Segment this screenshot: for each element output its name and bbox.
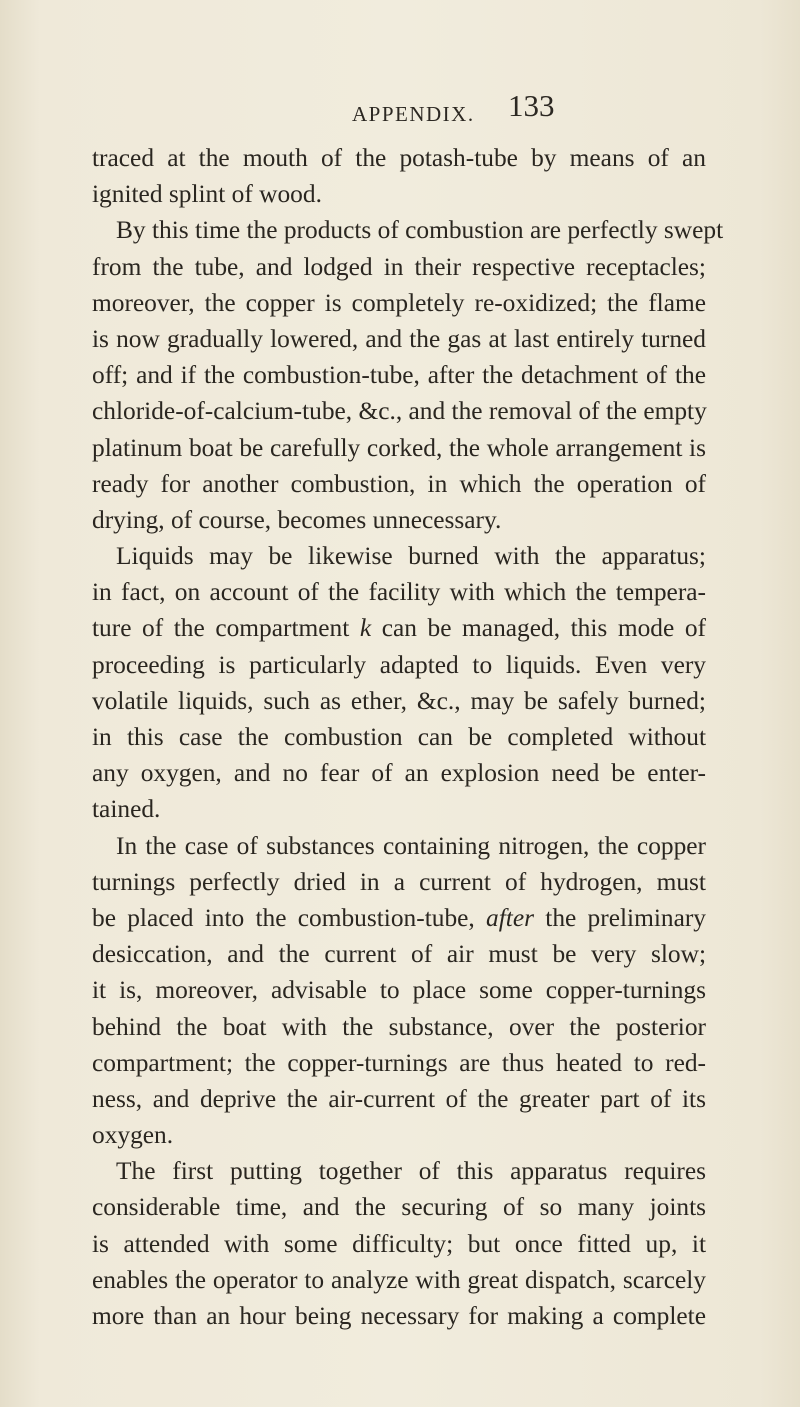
text-line: is attended with some difficulty; but once fitted up, it — [92, 1229, 706, 1258]
text-line: in this case the combustion can be completed without — [92, 723, 706, 751]
paragraph-start-line: Liquids may be likewise burned with the apparatus; — [116, 542, 706, 571]
paragraph-start-line: The first putting together of this apparatus requires — [116, 1157, 706, 1186]
text-line: ignited splint of wood. — [92, 180, 322, 209]
text-line: traced at the mouth of the potash-tube by means of an — [92, 144, 706, 172]
page-number: 133 — [508, 88, 555, 123]
text-line: tained. — [92, 795, 161, 824]
text-line: platinum boat be carefully corked, the whole arrangement is — [92, 433, 706, 462]
text-line: compartment; the copper-turnings are thus heated to red- — [92, 1048, 706, 1077]
paragraph-start-line: In the case of substances containing nitrogen, the copper — [116, 831, 706, 860]
text-line: off; and if the combustion-tube, after the detachment of the — [92, 361, 706, 390]
text-line: any oxygen, and no fear of an explosion need be enter- — [92, 759, 706, 788]
italic-term: k — [359, 614, 372, 643]
italic-term: after — [486, 903, 535, 932]
text-line: ness, and deprive the air-current of the greater part of its — [92, 1084, 706, 1113]
text-line: moreover, the copper is completely re-oxidized; the flame — [92, 288, 706, 317]
text-line: turnings perfectly dried in a current of hydrogen, must — [92, 867, 706, 896]
text-line: behind the boat with the substance, over the posterior — [92, 1012, 706, 1041]
text-line: considerable time, and the securing of so many joints — [92, 1193, 706, 1222]
text-line — [92, 900, 706, 936]
text-segment: ture of the compartment — [92, 614, 360, 643]
text-line: chloride-of-calcium-tube, &c., and the removal of the empty — [92, 397, 707, 426]
text-line: volatile liquids, such as ether, &c., may be safely burned; — [92, 686, 706, 715]
paragraph-start-line: By this time the products of combustion are perfectly swept — [116, 216, 724, 245]
text-line: enables the operator to analyze with great dispatch, scarcely — [92, 1265, 706, 1294]
text-line: is now gradually lowered, and the gas at last entirely turned — [92, 324, 706, 353]
text-line: from the tube, and lodged in their respective receptacles; — [92, 252, 706, 281]
text-segment: be placed into the combustion-tube, — [92, 903, 487, 932]
text-line: oxygen. — [92, 1121, 174, 1150]
text-line: ready for another combustion, in which the operation of — [92, 469, 706, 498]
text-line: desiccation, and the current of air must be very slow; — [92, 940, 706, 969]
text-line: it is, moreover, advisable to place some copper-turnings — [92, 976, 706, 1005]
running-title: APPENDIX. — [352, 102, 475, 126]
text-line — [92, 610, 706, 646]
body-text — [92, 140, 724, 1334]
text-line: drying, of course, becomes unnecessary. — [92, 505, 502, 534]
running-head — [0, 88, 800, 138]
text-line: proceeding is particularly adapted to liquids. Even very — [92, 650, 706, 679]
text-segment: the preliminary — [534, 903, 706, 932]
text-line: in fact, on account of the facility with which the tempera- — [92, 578, 706, 607]
text-line: more than an hour being necessary for making a complete — [92, 1302, 706, 1330]
text-segment: can be managed, this mode of — [371, 614, 706, 643]
